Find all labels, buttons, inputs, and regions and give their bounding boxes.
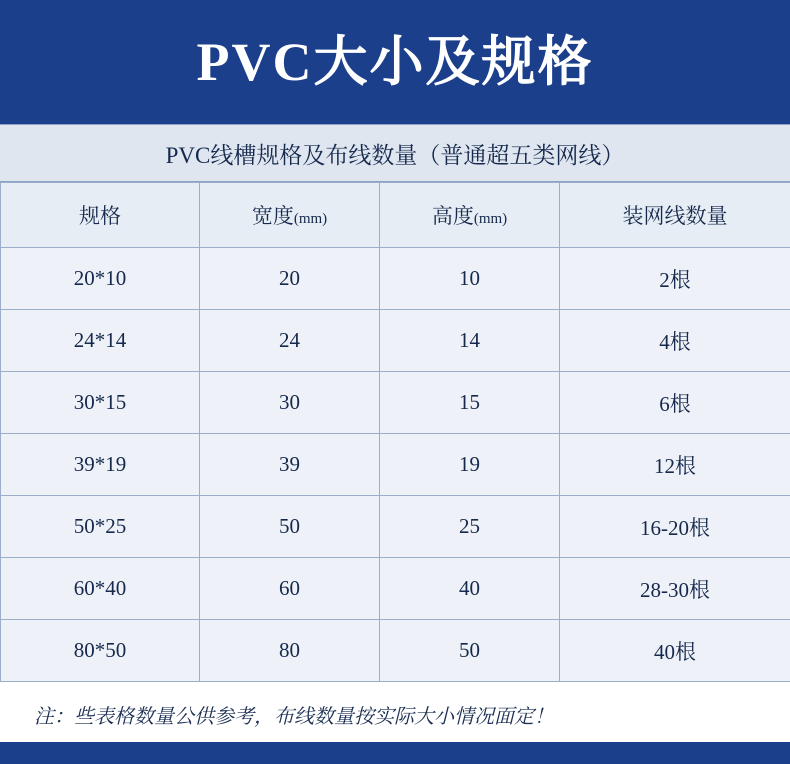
cell-spec: 39*19: [1, 434, 200, 496]
table-body: [1, 248, 790, 682]
cell-width: 20: [200, 248, 380, 310]
cell-count: 4根: [560, 310, 790, 372]
table-row: [1, 248, 790, 310]
table-header-row: [1, 183, 790, 248]
bottom-accent-strip: [0, 742, 790, 764]
cell-height: 10: [380, 248, 560, 310]
cell-width: 39: [200, 434, 380, 496]
cell-height: 14: [380, 310, 560, 372]
cell-height: 50: [380, 620, 560, 682]
cell-height: 19: [380, 434, 560, 496]
page-title: PVC大小及规格: [196, 32, 594, 92]
column-header-spec-label: 规格: [79, 204, 121, 228]
table-row: [1, 558, 790, 620]
footnote-text: 注：些表格数量公供参考，布线数量按实际大小情况面定！: [34, 705, 554, 728]
column-header-spec: [1, 183, 200, 248]
column-header-height: [380, 183, 560, 248]
cell-height: 40: [380, 558, 560, 620]
cell-spec: 30*15: [1, 372, 200, 434]
cell-count: 2根: [560, 248, 790, 310]
table-row: [1, 496, 790, 558]
cell-width: 50: [200, 496, 380, 558]
subtitle-text: PVC线槽规格及布线数量（普通超五类网线）: [165, 142, 625, 168]
column-header-width-label: 宽度: [251, 204, 294, 228]
column-header-width: [200, 183, 380, 248]
cell-count: 16-20根: [560, 496, 790, 558]
cell-width: 30: [200, 372, 380, 434]
column-header-count: [560, 183, 790, 248]
cell-spec: 50*25: [1, 496, 200, 558]
column-header-height-label: 高度: [431, 204, 474, 228]
header-banner: [0, 0, 790, 124]
cell-width: 60: [200, 558, 380, 620]
column-header-count-label: 装网线数量: [622, 204, 728, 228]
footnote: [0, 682, 790, 746]
cell-height: 25: [380, 496, 560, 558]
specification-table: [0, 182, 790, 682]
column-header-height-unit: (mm): [473, 211, 508, 227]
cell-count: 28-30根: [560, 558, 790, 620]
table-row: [1, 434, 790, 496]
table-row: [1, 372, 790, 434]
cell-spec: 24*14: [1, 310, 200, 372]
cell-spec: 60*40: [1, 558, 200, 620]
cell-count: 6根: [560, 372, 790, 434]
cell-count: 40根: [560, 620, 790, 682]
table-row: [1, 620, 790, 682]
column-header-width-unit: (mm): [293, 211, 328, 227]
cell-height: 15: [380, 372, 560, 434]
cell-width: 80: [200, 620, 380, 682]
subtitle-bar: [0, 124, 790, 182]
table-row: [1, 310, 790, 372]
table-header: [1, 183, 790, 248]
cell-spec: 80*50: [1, 620, 200, 682]
cell-width: 24: [200, 310, 380, 372]
cell-spec: 20*10: [1, 248, 200, 310]
cell-count: 12根: [560, 434, 790, 496]
